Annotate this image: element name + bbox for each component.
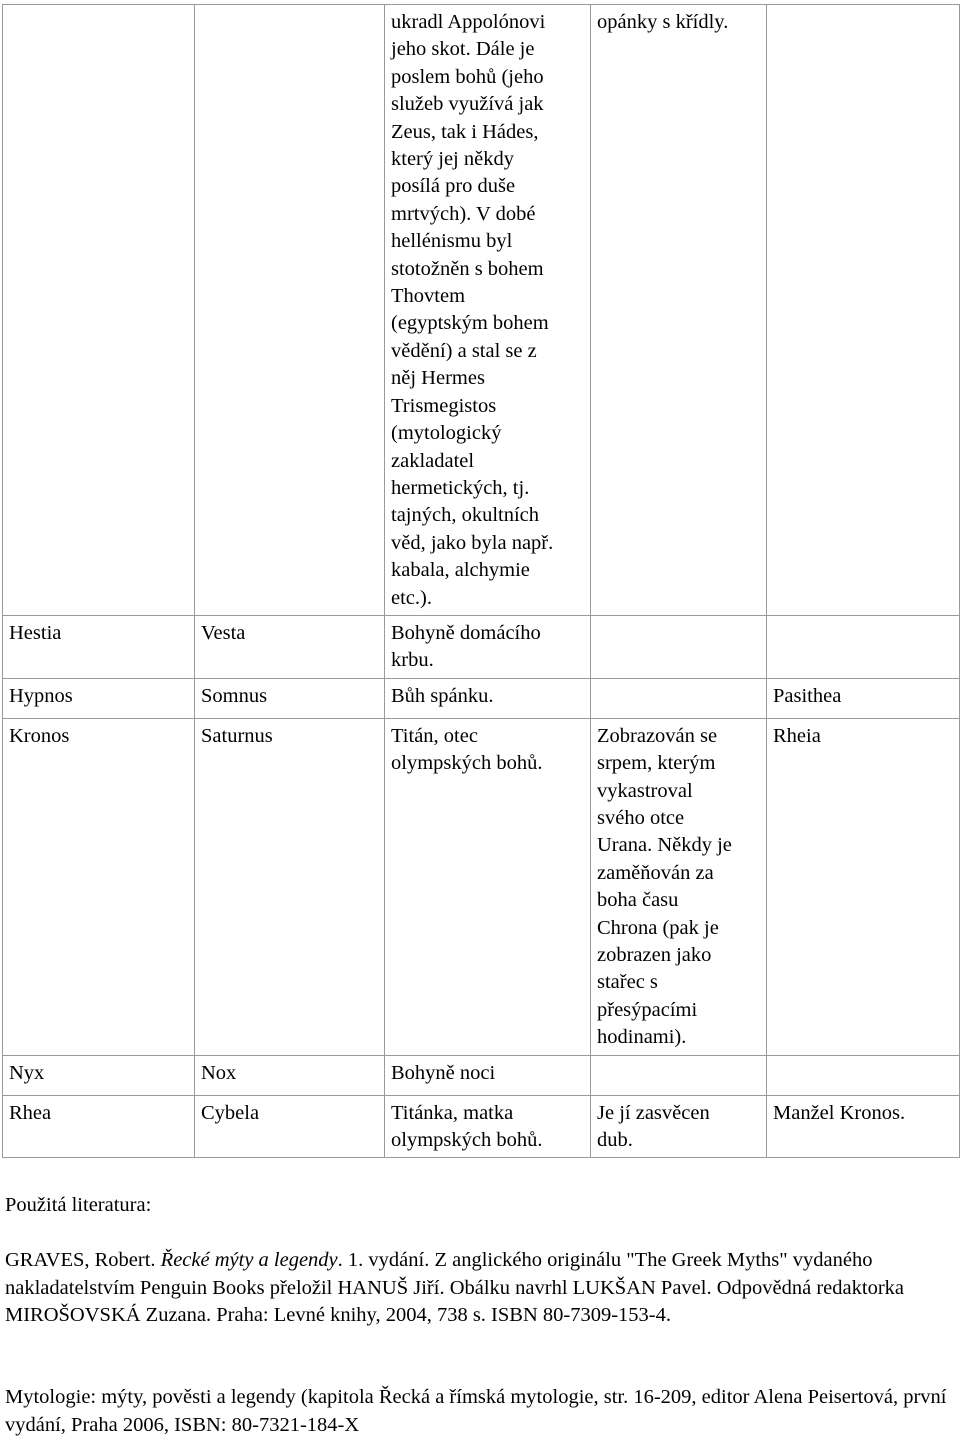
reference-details: . 1. vydání. Z anglického originálu "The Greek Myths" vydaného nakladatelstvím Penguin Books přeložil HANUŠ Jiří. Obálku navrhl LUKŠAN Pavel. Odpovědná redaktorka MIROŠOVSKÁ Zuzana. Praha: Levné knihy, 2004, 738 s. ISBN 80-7309-153-4. bbox=[5, 1249, 904, 1327]
table-row-hermes-continued bbox=[3, 5, 960, 616]
mythology-table bbox=[2, 4, 960, 1158]
greek-name-cell: Hypnos bbox=[3, 678, 195, 718]
greek-name-cell: Kronos bbox=[3, 718, 195, 1055]
literature-heading: Použitá literatura: bbox=[5, 1194, 152, 1216]
reference-title: Řecké mýty a legendy bbox=[160, 1249, 338, 1271]
description-cell: Titán, otec olympských bohů. bbox=[385, 718, 591, 1055]
roman-name-cell: Vesta bbox=[195, 615, 385, 678]
roman-name-cell: Nox bbox=[195, 1055, 385, 1095]
table-row-hestia bbox=[3, 615, 960, 678]
roman-name-cell: Saturnus bbox=[195, 718, 385, 1055]
description-cell: Bůh spánku. bbox=[385, 678, 591, 718]
roman-name-cell: Somnus bbox=[195, 678, 385, 718]
greek-name-cell: Rhea bbox=[3, 1095, 195, 1158]
reference-graves bbox=[5, 1247, 953, 1330]
spouse-cell: Manžel Kronos. bbox=[767, 1095, 960, 1158]
spouse-cell bbox=[767, 615, 960, 678]
reference-mytologie: Mytologie: mýty, pověsti a legendy (kapitola Řecká a římská mytologie, str. 16-209, editor Alena Peisertová, první vydání, Praha 2006, ISBN: 80-7321-184-X bbox=[5, 1386, 947, 1436]
table-row-hypnos bbox=[3, 678, 960, 718]
note-cell: Zobrazován se srpem, kterým vykastroval svého otce Urana. Někdy je zaměňován za boha času Chrona (pak je zobrazen jako stařec s přesýpacími hodinami). bbox=[591, 718, 767, 1055]
description-cell: ukradl Appolónovi jeho skot. Dále je poslem bohů (jeho služeb využívá jak Zeus, tak i Hádes, který jej někdy posílá pro duše mrtvých). V dobé hellénismu byl stotožněn s bohem Thovtem (egyptským bohem vědění) a stal se z něj Hermes Trismegistos (mytologický zakladatel hermetických, tj. tajných, okultních věd, jako byla např. kabala, alchymie etc.). bbox=[385, 5, 591, 616]
spouse-cell: Rheia bbox=[767, 718, 960, 1055]
spouse-cell bbox=[767, 1055, 960, 1095]
note-cell bbox=[591, 678, 767, 718]
roman-name-cell: Cybela bbox=[195, 1095, 385, 1158]
reference-author: GRAVES, Robert. bbox=[5, 1249, 156, 1271]
greek-name-cell bbox=[3, 5, 195, 616]
description-cell: Bohyně domácího krbu. bbox=[385, 615, 591, 678]
greek-name-cell: Hestia bbox=[3, 615, 195, 678]
description-cell: Bohyně noci bbox=[385, 1055, 591, 1095]
note-cell: opánky s křídly. bbox=[591, 5, 767, 616]
note-cell bbox=[591, 1055, 767, 1095]
greek-name-cell: Nyx bbox=[3, 1055, 195, 1095]
table-row-nyx bbox=[3, 1055, 960, 1095]
table-row-rhea bbox=[3, 1095, 960, 1158]
spouse-cell: Pasithea bbox=[767, 678, 960, 718]
description-cell: Titánka, matka olympských bohů. bbox=[385, 1095, 591, 1158]
note-cell bbox=[591, 615, 767, 678]
note-cell: Je jí zasvěcen dub. bbox=[591, 1095, 767, 1158]
roman-name-cell bbox=[195, 5, 385, 616]
spouse-cell bbox=[767, 5, 960, 616]
table-row-kronos bbox=[3, 718, 960, 1055]
